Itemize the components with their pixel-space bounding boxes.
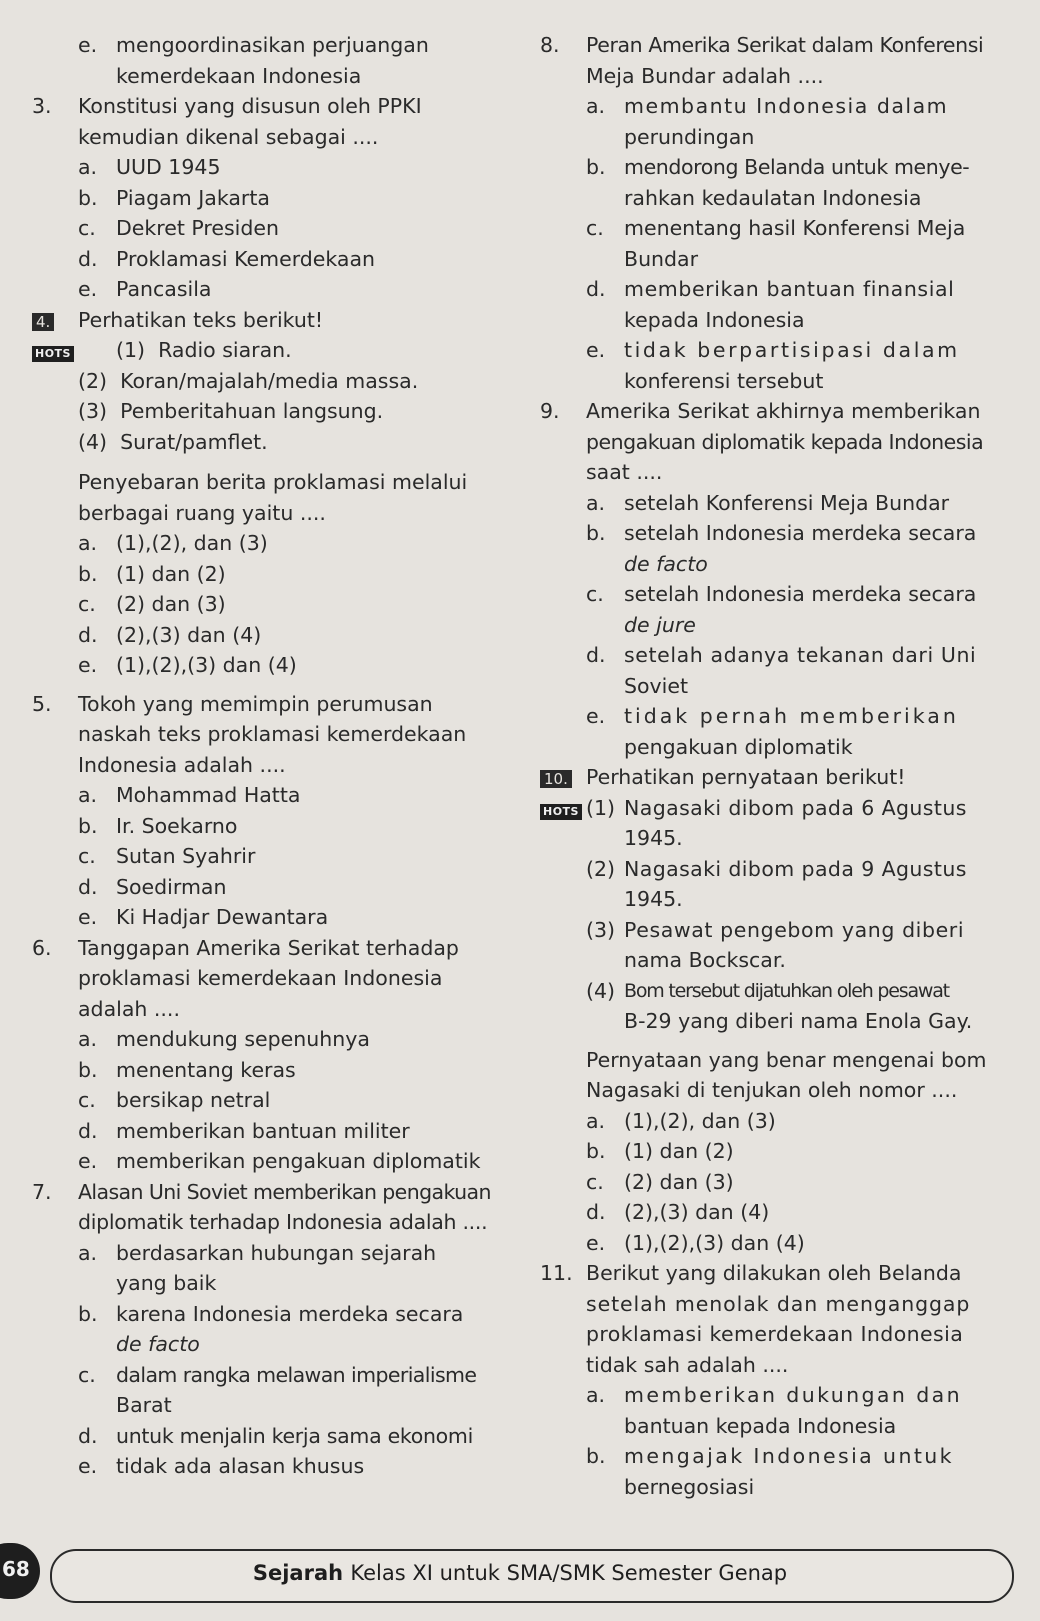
right-column (540, 30, 1026, 1502)
hots-badge: HOTS (540, 804, 582, 820)
question-number-badge: 10. (540, 770, 572, 788)
question-8: 8. Peran Amerika Serikat dalam Konferensi Meja Bundar adalah .... a. membantu Indonesia dalam perundingan b. mendorong Belanda untuk menye- rahkan kedaulatan Indonesia c. menentang hasil Konferensi Meja Bundar d. memberikan bantuan finansial kepada Indonesia e. tidak berpartisipasi dalam konferensi tersebut (540, 33, 984, 393)
question-2-option-e: e. mengoordinasikan perjuangan kemerdekaan Indonesia (78, 33, 429, 88)
book-title: Sejarah Kelas XI untuk SMA/SMK Semester Genap (252, 1561, 788, 1585)
question-3: 3. Konstitusi yang disusun oleh PPKI kemudian dikenal sebagai .... a. UUD 1945 b. Piagam Jakarta c. Dekret Presiden d. Proklamasi Kemerdekaan e. Pancasila (32, 94, 422, 301)
question-6: 6. Tanggapan Amerika Serikat terhadap proklamasi kemerdekaan Indonesia adalah .... a. mendukung sepenuhnya b. menentang keras c. bersikap netral d. memberikan bantuan militer e. memberikan pengakuan diplomatik (32, 935, 481, 1173)
left-column (32, 30, 494, 1482)
question-5: 5. Tokoh yang memimpin perumusan naskah teks proklamasi kemerdekaan Indonesia adalah .... a. Mohammad Hatta b. Ir. Soekarno c. Sutan Syahrir d. Soedirman e. Ki Hadjar Dewantara (32, 691, 467, 929)
question-number-badge: 4. (32, 313, 54, 331)
page-number: 68 (2, 1557, 30, 1581)
hots-badge: HOTS (32, 346, 74, 362)
page-footer (0, 1535, 1040, 1621)
question-7: 7. Alasan Uni Soviet memberikan pengakuan diplomatik terhadap Indonesia adalah .... a. berdasarkan hubungan sejarah yang baik b. karena Indonesia merdeka secara de facto c. dalam rangka melawan imperialisme Barat d. untuk menjalin kerja sama ekonomi e. tidak ada alasan khusus (32, 1179, 491, 1478)
question-11: 11. Berikut yang dilakukan oleh Belanda setelah menolak dan menganggap proklamasi kemerdekaan Indonesia tidak sah adalah .... a. memberikan dukungan dan bantuan kepada Indonesia b. mengajak Indonesia untuk bernegosiasi (540, 1261, 971, 1499)
question-10: 10. Perhatikan pernyataan berikut! HOTS (1) Nagasaki dibom pada 6 Agustus 1945. (2) Nagasaki dibom pada 9 Agustus 1945. (3) Pesawat pengebom yang diberi nama Bockscar. (4) Bom tersebut dijatuhkan oleh pesawat B-29 yang diberi nama Enola Gay. Pernyataan yang benar mengenai bom Nagasaki di tenjukan oleh nomor .... a. (1),(2), dan (3) b. (1) dan (2) c. (2) dan (3) d. (2),(3) dan (4) e. (1),(2),(3) dan (4) (540, 762, 1026, 1258)
question-4: 4. Perhatikan teks berikut! HOTS (1) Radio siaran. (2) Koran/majalah/media massa. (3) Pemberitahuan langsung. (4) Surat/pamflet. Penyebaran berita proklamasi melalui berbagai ruang yaitu .... a. (1),(2), dan (3) b. (1) dan (2) c. (2) dan (3) d. (2),(3) dan (4) e. (1),(2),(3) dan (4) (32, 305, 494, 681)
question-9: 9. Amerika Serikat akhirnya memberikan pengakuan diplomatik kepada Indonesia saat .... a. setelah Konferensi Meja Bundar b. setelah Indonesia merdeka secara de facto c. setelah Indonesia merdeka secara de jure d. setelah adanya tekanan dari Uni Soviet e. tidak pernah memberikan pengakuan diplomatik (540, 399, 984, 759)
